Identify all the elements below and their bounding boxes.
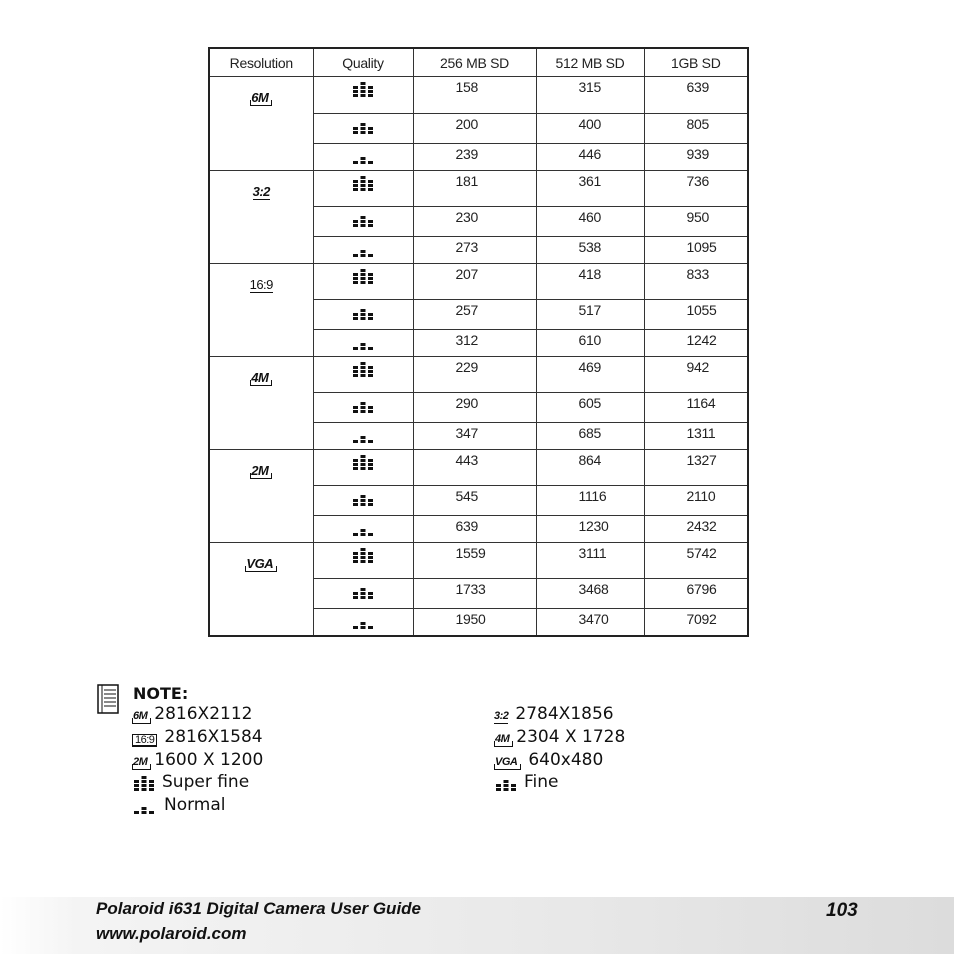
16-9-resolution-icon: 16:9 — [132, 734, 157, 747]
capacity-512mb-cell: 469 — [536, 357, 644, 393]
header-quality: Quality — [313, 48, 413, 77]
header-512mb: 512 MB SD — [536, 48, 644, 77]
table-row — [209, 357, 748, 393]
capacity-512mb-cell: 685 — [536, 423, 644, 450]
note-item-3-2 — [494, 704, 614, 724]
table-row — [209, 450, 748, 486]
capacity-256mb-cell: 181 — [413, 171, 536, 207]
capacity-256mb-cell: 229 — [413, 357, 536, 393]
capacity-1gb-cell: 805 — [644, 114, 748, 144]
footer-url: www.polaroid.com — [96, 924, 247, 943]
super-fine-quality-icon — [351, 176, 375, 192]
normal-quality-icon — [351, 242, 375, 258]
capacity-256mb-cell: 200 — [413, 114, 536, 144]
capacity-256mb-cell: 347 — [413, 423, 536, 450]
fine-quality-icon — [351, 119, 375, 135]
quality-cell — [313, 264, 413, 300]
resolution-cell — [209, 264, 313, 357]
quality-cell — [313, 114, 413, 144]
header-resolution: Resolution — [209, 48, 313, 77]
normal-quality-icon — [351, 614, 375, 630]
quality-cell — [313, 516, 413, 543]
vga-resolution-icon: VGA — [494, 757, 521, 770]
note-item-normal — [132, 795, 226, 815]
quality-cell — [313, 357, 413, 393]
footer-title: Polaroid i631 Digital Camera User Guide — [96, 899, 422, 918]
6m-resolution-icon: 6M — [132, 711, 151, 724]
2m-resolution-icon: 2M — [132, 757, 151, 770]
6m-resolution-icon: 6M — [250, 91, 272, 106]
quality-cell — [313, 579, 413, 609]
super-fine-quality-icon — [351, 455, 375, 471]
note-item-super-fine — [132, 772, 249, 792]
quality-cell — [313, 207, 413, 237]
table-header-row — [209, 48, 748, 77]
quality-cell — [313, 144, 413, 171]
capacity-512mb-cell: 517 — [536, 300, 644, 330]
capacity-1gb-cell: 939 — [644, 144, 748, 171]
capacity-512mb-cell: 460 — [536, 207, 644, 237]
capacity-512mb-cell: 3470 — [536, 609, 644, 636]
header-1gb: 1GB SD — [644, 48, 748, 77]
note-text: 2784X1856 — [515, 704, 614, 724]
note-text: 2816X2112 — [154, 704, 253, 724]
fine-quality-icon — [351, 398, 375, 414]
capacity-256mb-cell: 1733 — [413, 579, 536, 609]
resolution-cell — [209, 543, 313, 636]
note-item-2m — [132, 750, 263, 770]
normal-quality-icon — [351, 335, 375, 351]
quality-cell — [313, 300, 413, 330]
super-fine-quality-icon — [351, 269, 375, 285]
capacity-512mb-cell: 315 — [536, 77, 644, 114]
capacity-256mb-cell: 1950 — [413, 609, 536, 636]
capacity-1gb-cell: 5742 — [644, 543, 748, 579]
4m-resolution-icon: 4M — [494, 734, 513, 747]
table-row — [209, 77, 748, 114]
quality-cell — [313, 237, 413, 264]
note-text: 640x480 — [528, 750, 604, 770]
capacity-256mb-cell: 545 — [413, 486, 536, 516]
capacity-256mb-cell: 257 — [413, 300, 536, 330]
note-text: 2816X1584 — [164, 727, 263, 747]
capacity-512mb-cell: 864 — [536, 450, 644, 486]
quality-cell — [313, 543, 413, 579]
capacity-1gb-cell: 7092 — [644, 609, 748, 636]
capacity-512mb-cell: 605 — [536, 393, 644, 423]
capacity-512mb-cell: 446 — [536, 144, 644, 171]
capacity-256mb-cell: 290 — [413, 393, 536, 423]
resolution-cell — [209, 77, 313, 171]
note-title: NOTE: — [133, 684, 189, 703]
capacity-256mb-cell: 273 — [413, 237, 536, 264]
super-fine-quality-icon — [351, 82, 375, 98]
note-text: 1600 X 1200 — [154, 750, 264, 770]
capacity-512mb-cell: 3468 — [536, 579, 644, 609]
capacity-1gb-cell: 950 — [644, 207, 748, 237]
capacity-256mb-cell: 158 — [413, 77, 536, 114]
quality-cell — [313, 171, 413, 207]
capacity-512mb-cell: 418 — [536, 264, 644, 300]
capacity-256mb-cell: 443 — [413, 450, 536, 486]
capacity-256mb-cell: 239 — [413, 144, 536, 171]
super-fine-quality-icon — [132, 776, 156, 792]
note-item-4m — [494, 727, 625, 747]
capacity-1gb-cell: 1242 — [644, 330, 748, 357]
quality-cell — [313, 330, 413, 357]
capacity-512mb-cell: 610 — [536, 330, 644, 357]
note-item-16-9 — [132, 727, 263, 747]
capacity-1gb-cell: 1095 — [644, 237, 748, 264]
resolution-cell — [209, 450, 313, 543]
quality-cell — [313, 423, 413, 450]
4m-resolution-icon: 4M — [250, 371, 272, 386]
fine-quality-icon — [351, 305, 375, 321]
normal-quality-icon — [351, 521, 375, 537]
note-item-6m — [132, 704, 252, 724]
table-body — [209, 77, 748, 636]
note-text: Normal — [164, 795, 226, 815]
fine-quality-icon — [351, 212, 375, 228]
note-text: Fine — [524, 772, 559, 792]
normal-quality-icon — [351, 428, 375, 444]
normal-quality-icon — [351, 149, 375, 165]
super-fine-quality-icon — [351, 362, 375, 378]
note-text: 2304 X 1728 — [516, 727, 626, 747]
capacity-256mb-cell: 312 — [413, 330, 536, 357]
quality-cell — [313, 393, 413, 423]
3-2-resolution-icon: 3:2 — [494, 710, 509, 722]
fine-quality-icon — [351, 584, 375, 600]
capacity-512mb-cell: 1116 — [536, 486, 644, 516]
resolution-cell — [209, 357, 313, 450]
3-2-resolution-icon: 3:2 — [252, 184, 270, 199]
capacity-1gb-cell: 639 — [644, 77, 748, 114]
capacity-256mb-cell: 230 — [413, 207, 536, 237]
capacity-1gb-cell: 1164 — [644, 393, 748, 423]
capacity-table — [208, 47, 749, 637]
capacity-1gb-cell: 2432 — [644, 516, 748, 543]
vga-resolution-icon: VGA — [245, 557, 277, 572]
capacity-512mb-cell: 361 — [536, 171, 644, 207]
capacity-512mb-cell: 3111 — [536, 543, 644, 579]
resolution-cell — [209, 171, 313, 264]
quality-cell — [313, 450, 413, 486]
quality-cell — [313, 77, 413, 114]
capacity-1gb-cell: 1311 — [644, 423, 748, 450]
table-row — [209, 264, 748, 300]
note-text: Super fine — [162, 772, 250, 792]
notebook-icon — [97, 684, 119, 714]
capacity-512mb-cell: 538 — [536, 237, 644, 264]
16-9-resolution-icon: 16:9 — [249, 277, 273, 292]
fine-quality-icon — [494, 776, 518, 792]
note-item-fine — [494, 772, 559, 792]
page-number: 103 — [826, 900, 858, 921]
capacity-1gb-cell: 2110 — [644, 486, 748, 516]
table-row — [209, 543, 748, 579]
capacity-1gb-cell: 736 — [644, 171, 748, 207]
capacity-512mb-cell: 1230 — [536, 516, 644, 543]
normal-quality-icon — [132, 799, 156, 815]
capacity-1gb-cell: 833 — [644, 264, 748, 300]
capacity-1gb-cell: 6796 — [644, 579, 748, 609]
super-fine-quality-icon — [351, 548, 375, 564]
capacity-256mb-cell: 207 — [413, 264, 536, 300]
table-row — [209, 171, 748, 207]
2m-resolution-icon: 2M — [250, 464, 272, 479]
capacity-256mb-cell: 639 — [413, 516, 536, 543]
capacity-1gb-cell: 942 — [644, 357, 748, 393]
quality-cell — [313, 609, 413, 636]
note-item-vga — [494, 750, 603, 770]
header-256mb: 256 MB SD — [413, 48, 536, 77]
fine-quality-icon — [351, 491, 375, 507]
capacity-256mb-cell: 1559 — [413, 543, 536, 579]
quality-cell — [313, 486, 413, 516]
capacity-1gb-cell: 1055 — [644, 300, 748, 330]
capacity-512mb-cell: 400 — [536, 114, 644, 144]
capacity-1gb-cell: 1327 — [644, 450, 748, 486]
